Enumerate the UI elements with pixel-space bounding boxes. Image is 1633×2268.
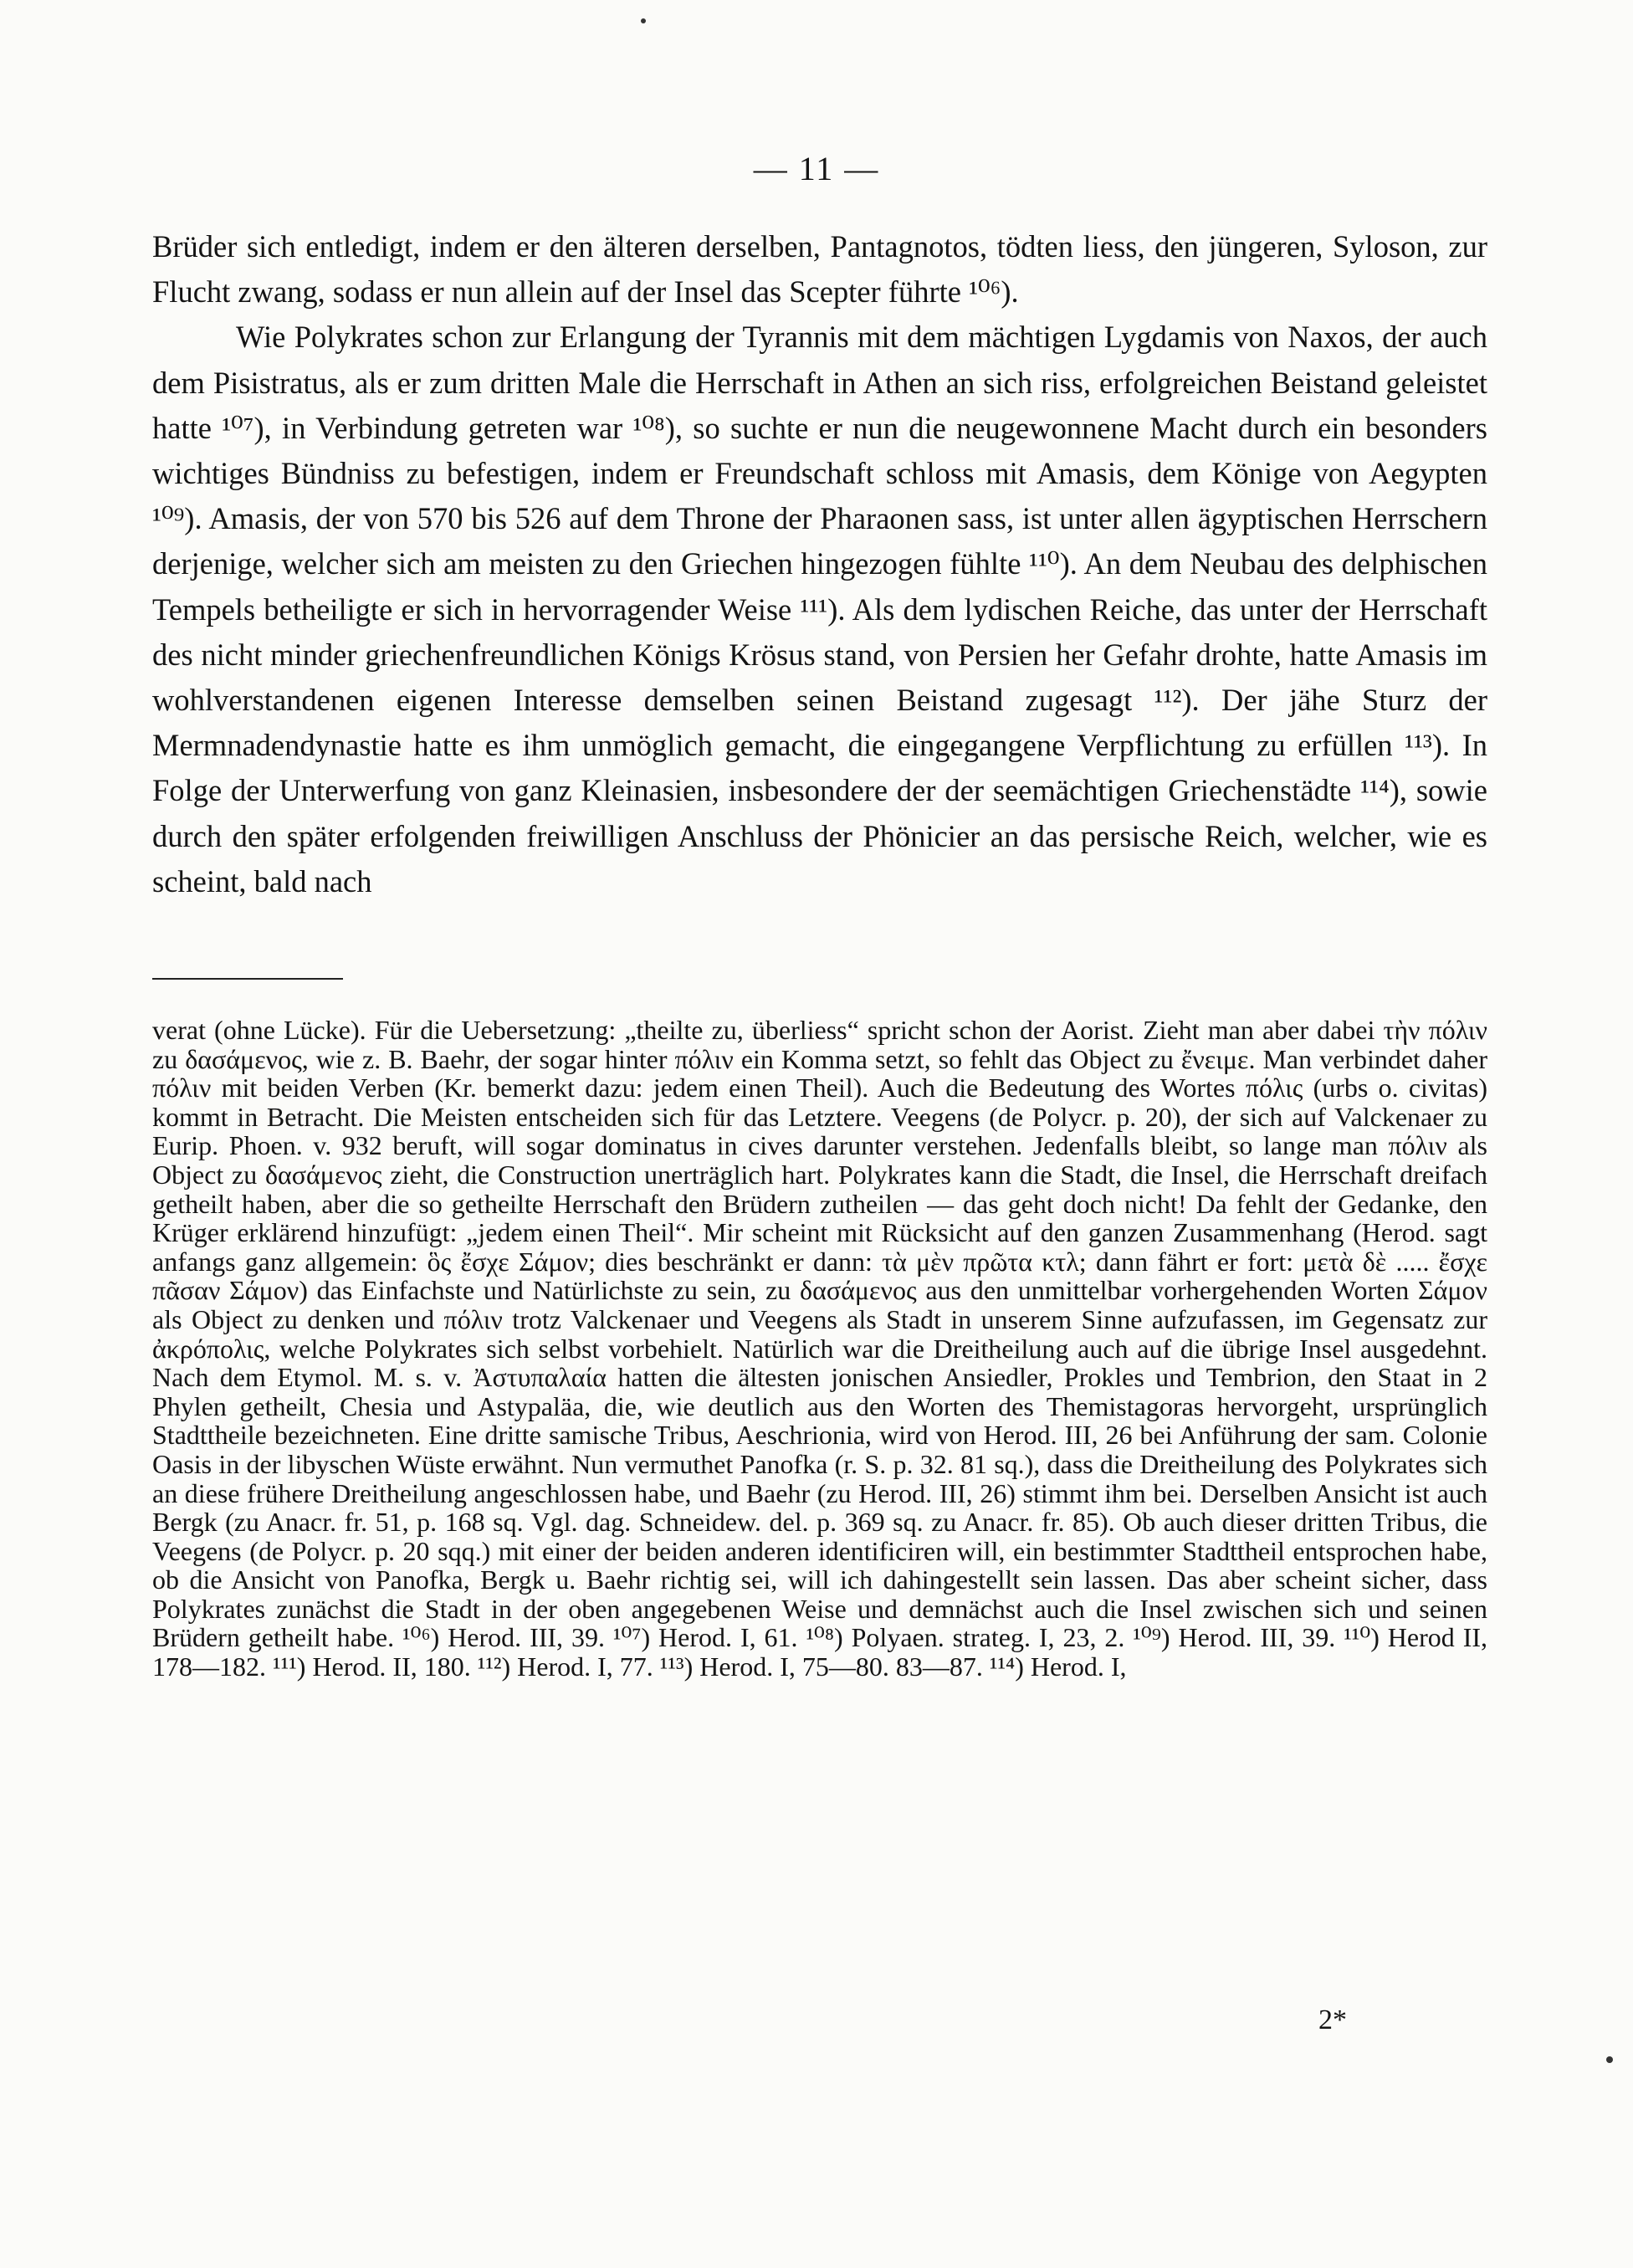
footnote-rule bbox=[152, 978, 343, 980]
dust-speck bbox=[641, 18, 646, 23]
body-text bbox=[152, 224, 1487, 904]
footnote-paragraph: verat (ohne Lücke). Für die Uebersetzung: „theilte zu, überliess“ spricht schon der Aorist. Zieht man aber dabei τὴν πόλιν zu δασάμενος, wie z. B. Baehr, der sogar hinter πόλιν ein Komma setzt, so fehlt das Object zu ἔνειμε. Man verbindet daher πόλιν mit beiden Verben (Kr. bemerkt dazu: jedem einen Theil). Auch die Bedeutung des Wortes πόλις (urbs o. civitas) kommt in Betracht. Die Meisten entscheiden sich für das Letztere. Veegens (de Polycr. p. 20), der sich auf Valckenaer zu Eurip. Phoen. v. 932 beruft, will sogar dominatus in cives darunter verstehen. Jedenfalls bleibt, so lange man πόλιν als Object zu δασάμενος zieht, die Construction unerträglich hart. Polykrates kann die Stadt, die Insel, die Herrschaft dreifach getheilt haben, aber die so getheilte Herrschaft den Brüdern zutheilen — das geht doch nicht! Da fehlt der Gedanke, den Krüger erklärend hinzufügt: „jedem einen Theil“. Mir scheint mit Rücksicht auf den ganzen Zusammenhang (Herod. sagt anfangs ganz allgemein: ὃς ἔσχε Σάμον; dies beschränkt er dann: τὰ μὲν πρῶτα κτλ; dann fährt er fort: μετὰ δὲ ..... ἔσχε πᾶσαν Σάμον) das Einfachste und Natürlichste zu sein, zu δασάμενος aus den unmittelbar vorhergehenden Worten Σάμον als Object zu denken und πόλιν trotz Valckenaer und Veegens als Stadt in unserem Sinne aufzufassen, im Gegensatz zur ἀκρόπολις, welche Polykrates sich selbst vorbehielt. Natürlich war die Dreitheilung auch auf die übrige Insel ausgedehnt. Nach dem Etymol. M. s. v. Ἀστυπαλαία hatten die ältesten jonischen Ansiedler, Prokles und Tembrion, den Staat in 2 Phylen getheilt, Chesia und Astypaläa, die, wie deutlich aus den Worten des Themistagoras hervorgeht, ursprünglich Stadttheile bezeichneten. Eine dritte samische Tribus, Aeschrionia, wird von Herod. III, 26 bei Anführung der sam. Colonie Oasis in der libyschen Wüste erwähnt. Nun vermuthet Panofka (r. S. p. 32. 81 sq.), dass die Dreitheilung des Polykrates sich an diese frühere Dreitheilung angeschlossen habe, und Baehr (zu Herod. III, 26) stimmt ihm bei. Derselben Ansicht ist auch Bergk (zu Anacr. fr. 51, p. 168 sq. Vgl. dag. Schneidew. del. p. 369 sq. zu Anacr. fr. 85). Ob auch dieser dritten Tribus, die Veegens (de Polycr. p. 20 sqq.) mit einer der beiden anderen identificiren will, ein bestimmter Stadttheil entsprochen habe, ob die Ansicht von Panofka, Bergk u. Baehr richtig sei, will ich dahingestellt sein lassen. Das aber scheint sicher, dass Polykrates zunächst die Stadt in der oben angegebenen Weise und demnächst auch die Insel zwischen sich und seinen Brüdern getheilt habe. ¹⁰⁶) Herod. III, 39. ¹⁰⁷) Herod. I, 61. ¹⁰⁸) Polyaen. strateg. I, 23, 2. ¹⁰⁹) Herod. III, 39. ¹¹⁰) Herod II, 178—182. ¹¹¹) Herod. II, 180. ¹¹²) Herod. I, 77. ¹¹³) Herod. I, 75—80. 83—87. ¹¹⁴) Herod. I, bbox=[152, 1015, 1488, 1682]
footnote-block bbox=[152, 1016, 1487, 1682]
body-paragraph-1: Brüder sich entledigt, indem er den älteren derselben, Pantagnotos, tödten liess, den jüngeren, Syloson, zur Flucht zwang, sodass er nun allein auf der Insel das Scepter führte ¹⁰⁶). bbox=[152, 229, 1487, 310]
page-number: — 11 — bbox=[753, 150, 880, 187]
dust-speck bbox=[1606, 2056, 1613, 2063]
signature-mark: 2* bbox=[1318, 2004, 1347, 2035]
body-paragraph-2: Wie Polykrates schon zur Erlangung der Tyrannis mit dem mächtigen Lygdamis von Naxos, der auch dem Pisistratus, als er zum dritten Male die Herrschaft in Athen an sich riss, erfolgreichen Beistand geleistet hatte ¹⁰⁷), in Verbindung getreten war ¹⁰⁸), so suchte er nun die neugewonnene Macht durch ein besonders wichtiges Bündniss zu befestigen, indem er Freundschaft schloss mit Amasis, dem Könige von Aegypten ¹⁰⁹). Amasis, der von 570 bis 526 auf dem Throne der Pharaonen sass, ist unter allen ägyptischen Herrschern derjenige, welcher sich am meisten zu den Griechen hingezogen fühlte ¹¹⁰). An dem Neubau des delphischen Tempels betheiligte er sich in hervorragender Weise ¹¹¹). Als dem lydischen Reiche, das unter der Herrschaft des nicht minder griechenfreundlichen Königs Krösus stand, von Persien her Gefahr drohte, hatte Amasis im wohlverstandenen eigenen Interesse demselben seinen Beistand zugesagt ¹¹²). Der jähe Sturz der Mermnadendynastie hatte es ihm unmöglich gemacht, die eingegangene Verpflichtung zu erfüllen ¹¹³). In Folge der Unterwerfung von ganz Kleinasien, insbesondere der der seemächtigen Griechenstädte ¹¹⁴), sowie durch den später erfolgenden freiwilligen Anschluss der Phönicier an das persische Reich, welcher, wie es scheint, bald nach bbox=[152, 320, 1487, 898]
